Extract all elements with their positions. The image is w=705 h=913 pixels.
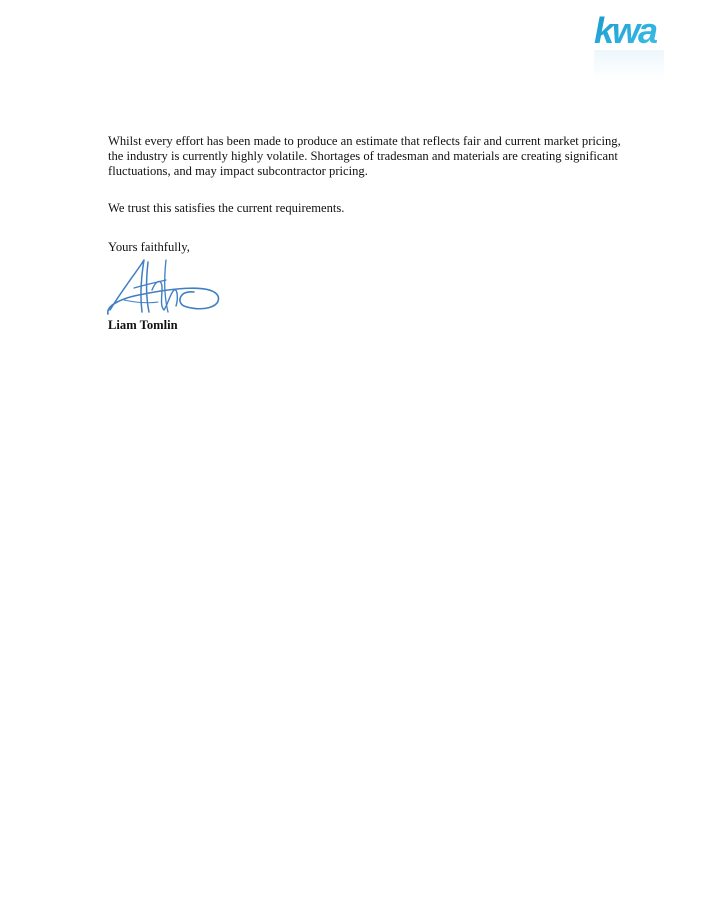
signer-name: Liam Tomlin	[108, 318, 178, 332]
closing-salutation: Yours faithfully,	[108, 240, 190, 254]
body-paragraph-2: We trust this satisfies the current requirements.	[108, 201, 345, 215]
kwa-logo	[594, 12, 658, 48]
logo-text: kwa	[594, 12, 657, 48]
body-paragraph-1: Whilst every effort has been made to produce an estimate that reflects fair and current market pricing, the industry is currently highly volatile. Shortages of tradesman and materials are creating significant fluctuations, and may impact subcontractor pricing.	[108, 134, 621, 179]
handwritten-signature	[104, 254, 224, 320]
logo-fade	[594, 50, 664, 80]
